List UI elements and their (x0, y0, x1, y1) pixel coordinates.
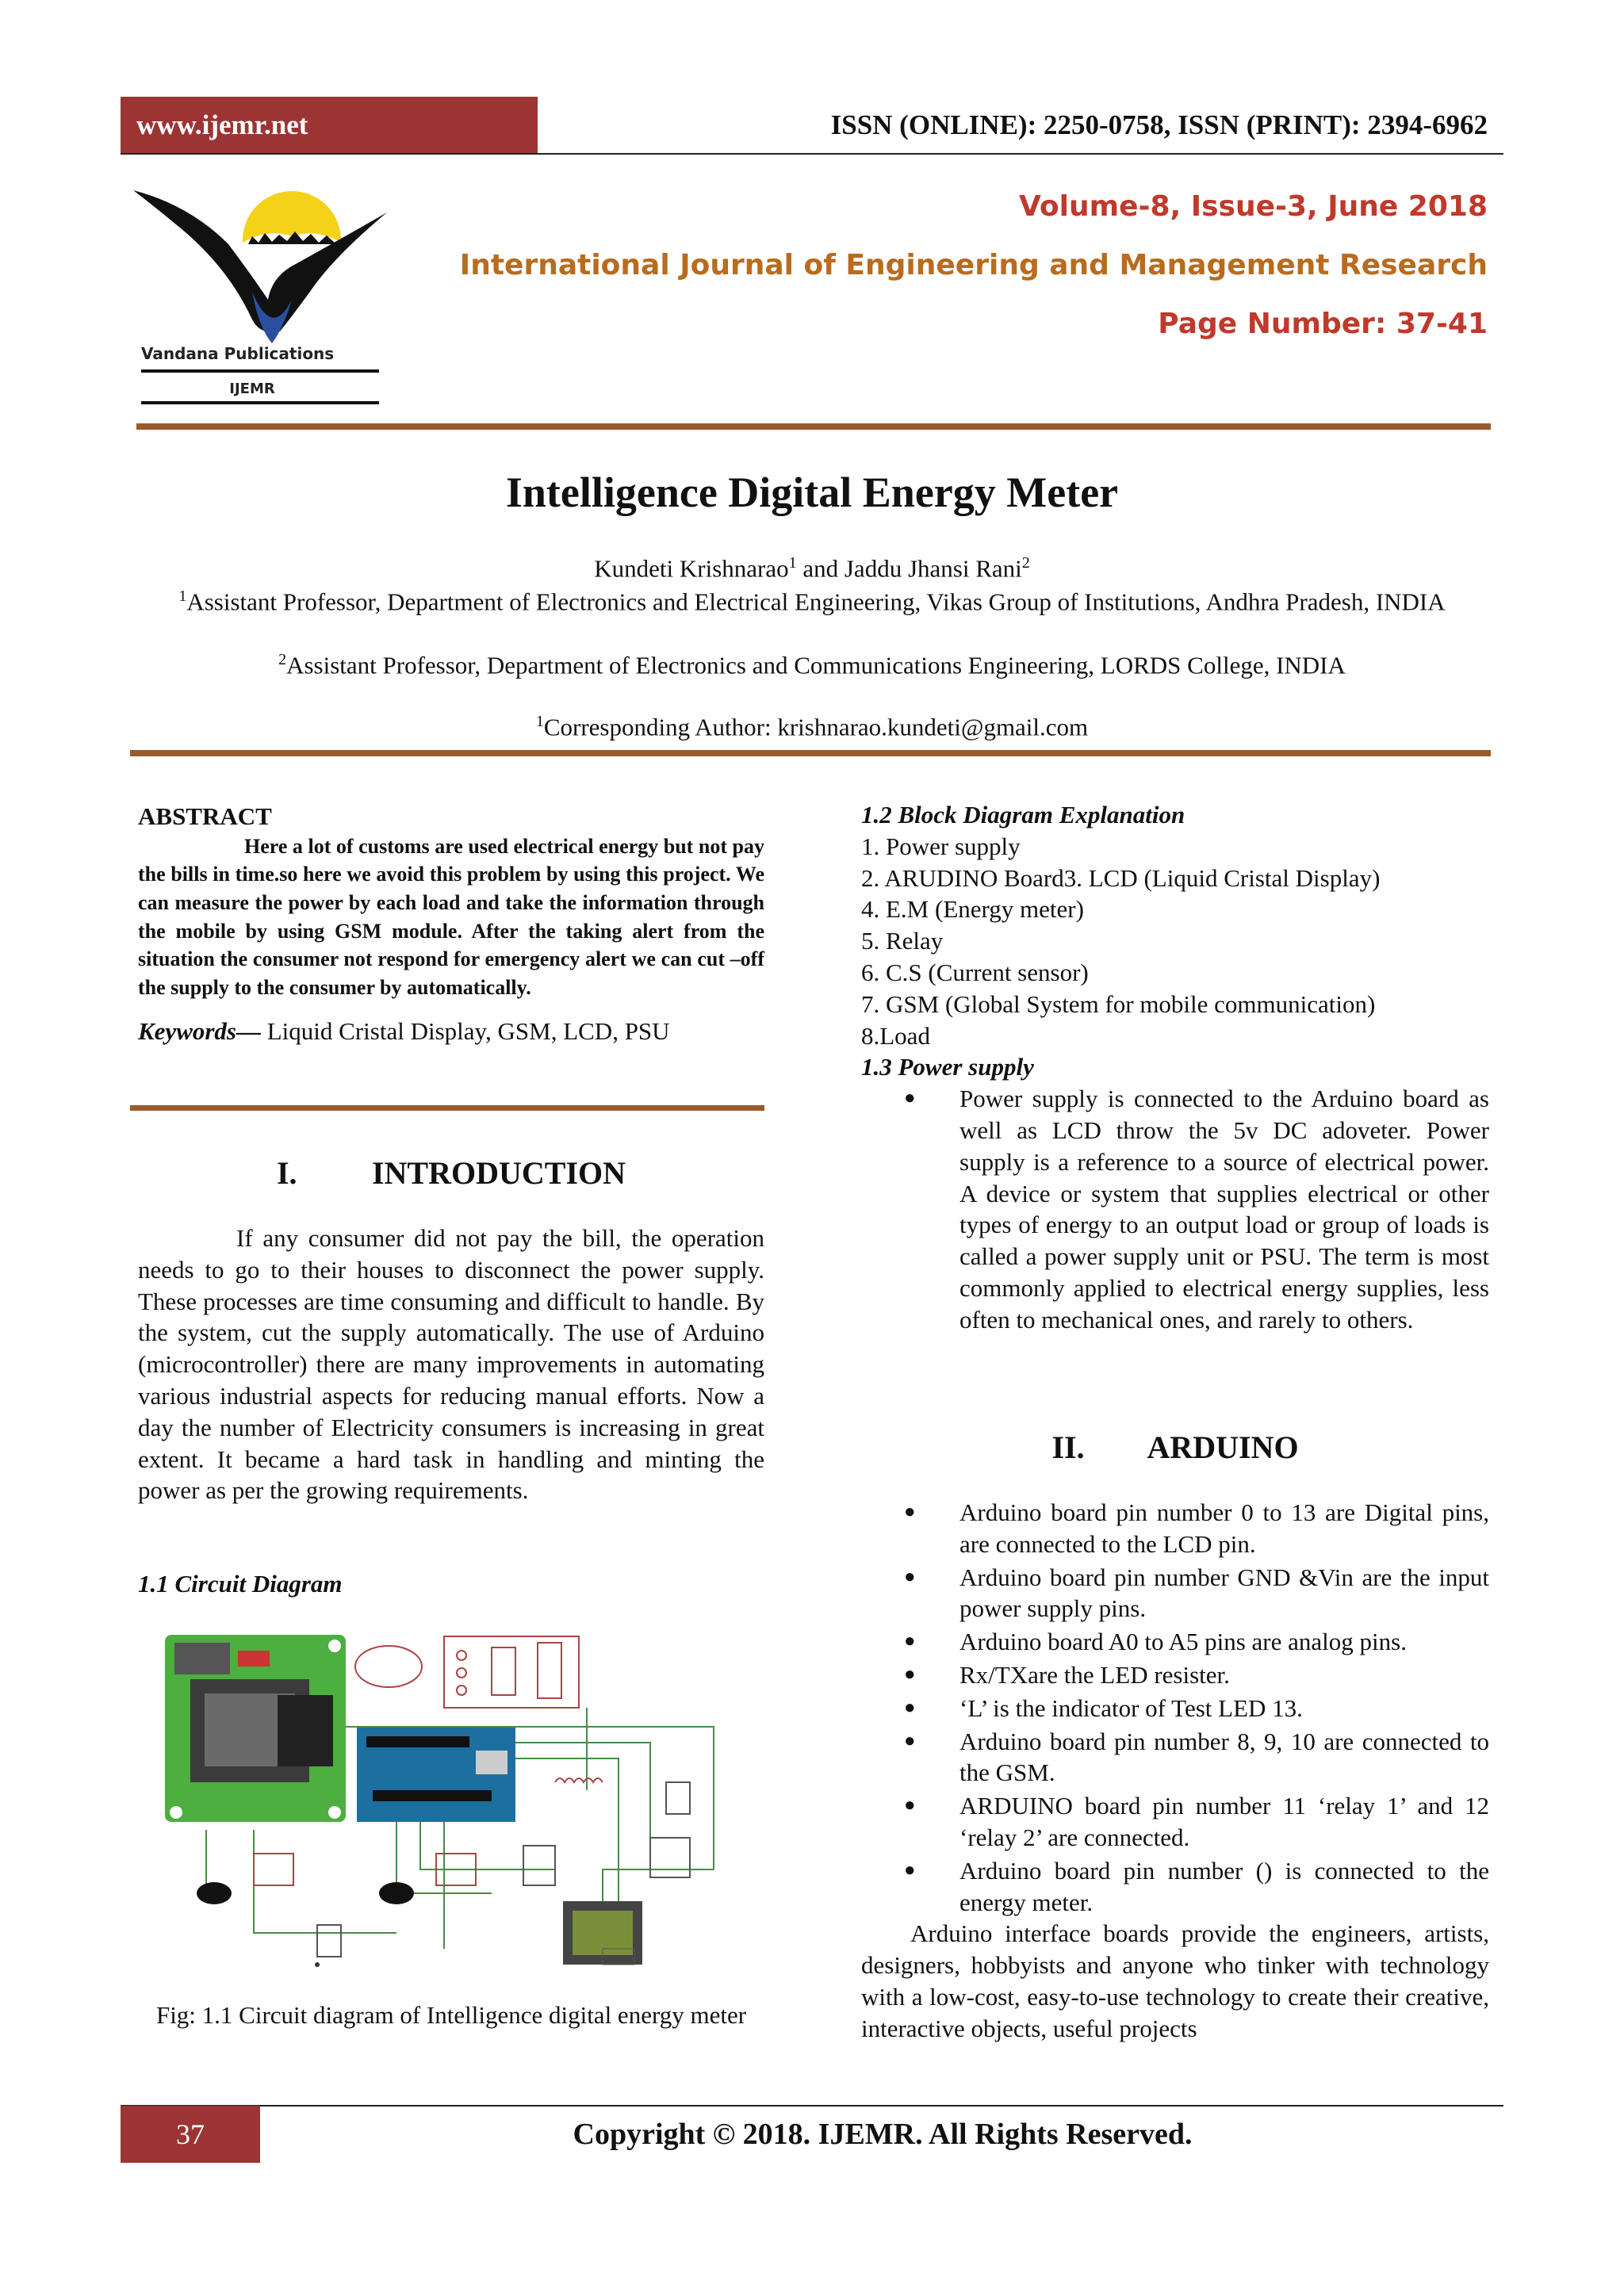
author-2: and Jaddu Jhansi Rani (796, 554, 1022, 583)
section-title: ARDUINO (1147, 1429, 1299, 1465)
journal-name: International Journal of Engineering and Management Research (459, 249, 1488, 281)
figure-caption: Fig: 1.1 Circuit diagram of Intelligence digital energy meter (155, 2001, 747, 2029)
list-item: ● ARDUINO board pin number 11 ‘relay 1’ and 12 ‘relay 2’ are connected. (904, 1792, 1489, 1851)
right-column (861, 799, 1489, 1336)
abstract-text: Here a lot of customs are used electrical energy but not pay the bills in time.so here we avoid this problem by using this project. We can measure the power by each load and take the information through the mobile by using GSM module. After the taking alert from the situation the consumer not respond for emergency alert we can cut –off the supply to the consumer by automatically. (138, 834, 764, 999)
section-number: I. (276, 1155, 297, 1191)
header-thick-rule (136, 423, 1491, 430)
volume-issue: Volume-8, Issue-3, June 2018 (1018, 190, 1488, 223)
author-1: Kundeti Krishnarao (594, 554, 789, 583)
bullet-icon: ● (904, 1631, 916, 1652)
header-rule (121, 153, 1503, 155)
circuit-diagram-heading: 1.1 Circuit Diagram (138, 1570, 343, 1598)
section-introduction-heading (138, 1154, 764, 1192)
power-supply-heading: 1.3 Power supply (861, 1053, 1034, 1081)
bullet-icon: ● (904, 1088, 916, 1109)
circuit-diagram-figure (159, 1632, 736, 1980)
list-item: ● Arduino board pin number 8, 9, 10 are connected to the GSM. (904, 1727, 1489, 1787)
list-item: ● ‘L’ is the indicator of Test LED 13. (861, 1693, 1489, 1724)
block-item: 7. GSM (Global System for mobile communication) (861, 989, 1376, 1018)
bullet-icon: ● (904, 1502, 916, 1522)
authors (111, 547, 1513, 584)
section-number: II. (1051, 1429, 1085, 1465)
arduino-content (861, 1497, 1489, 2045)
intro-paragraph: If any consumer did not pay the bill, the operation needs to go to their houses to disconnect the power supply. These processes are time consuming and difficult to handle. By the system, cut the supply automatically. The use of Arduino (microcontroller) there are many improvements in automating various industrial aspects for reducing manual efforts. Now a day the number of Electricity consumers is increasing in great extent. It became a hard task in handling and minting the power as per the growing requirements. (138, 1224, 764, 1505)
arduino-paragraph: Arduino interface boards provide the engineers, artists, designers, hobbyists and anyone who tinker with technology with a low-cost, easy-to-use technology to create their creative, interactive objects, useful projects (861, 1919, 1489, 2042)
abstract-heading: ABSTRACT (138, 802, 272, 830)
list-item: ● Arduino board A0 to A5 pins are analog pins. (861, 1626, 1489, 1658)
section-title: INTRODUCTION (371, 1155, 626, 1191)
page-numbers: Page Number: 37-41 (1158, 308, 1488, 340)
publisher-logo (133, 181, 395, 411)
block-item: 2. ARUDINO Board3. LCD (Liquid Cristal Display) (861, 863, 1381, 892)
logo-text-publisher: Vandana Publications (141, 344, 335, 363)
bullet-icon: ● (904, 1730, 916, 1751)
list-item: ● Rx/TXare the LED resister. (861, 1659, 1489, 1691)
block-item: 1. Power supply (861, 832, 1021, 860)
author-1-sup: 1 (788, 554, 797, 572)
bullet-icon: ● (904, 1795, 916, 1816)
logo-text-ijemr: IJEMR (229, 381, 275, 397)
keywords-label: Keywords— (138, 1017, 261, 1046)
paper-title: Intelligence Digital Energy Meter (505, 469, 1119, 516)
arduino-list (861, 1497, 1489, 1918)
affiliation-1: $^1$Assistant Professor, Department of Electronics and Electrical Engineering, Vikas Group of Institutions, Andhra Pradesh, INDIA (178, 587, 1446, 616)
page-number: 37 (121, 2106, 260, 2163)
block-diagram-heading: 1.2 Block Diagram Explanation (861, 801, 1185, 828)
block-item: 4. E.M (Energy meter) (861, 895, 1084, 924)
author-2-sup: 2 (1021, 554, 1030, 572)
left-column (138, 801, 764, 1047)
abstract-rule (130, 1105, 764, 1111)
bullet-icon: ● (904, 1697, 916, 1718)
title-thick-rule (130, 750, 1491, 756)
section-arduino-heading (861, 1429, 1489, 1466)
list-item: ● Arduino board pin number () is connected to the energy meter. (904, 1856, 1489, 1916)
issn-line: ISSN (ONLINE): 2250-0758, ISSN (PRINT): 2394-6962 (830, 109, 1488, 140)
bullet-icon: ● (904, 1859, 916, 1881)
block-item: 5. Relay (861, 927, 944, 955)
copyright: Copyright © 2018. IJEMR. All Rights Reserved. (573, 2118, 1193, 2151)
keywords-text: Liquid Cristal Display, GSM, LCD, PSU (261, 1017, 670, 1046)
corresponding-author: $^1$Corresponding Author: krishnarao.kundeti@gmail.com (535, 713, 1089, 741)
keywords (138, 1016, 764, 1047)
bullet-icon: ● (904, 1663, 916, 1685)
block-item: 6. C.S (Current sensor) (861, 958, 1089, 986)
list-item: ● Power supply is connected to the Arduino board as well as LCD throw the 5v DC adoveter. Power supply is a reference to a source of electrical power. A device or system that supplies electrical or other types of energy to an output load or group of loads is called a power supply unit or PSU. The term is most commonly applied to electrical energy supplies, less often to mechanical ones, and rarely to others. (904, 1085, 1489, 1334)
site-url: www.ijemr.net (121, 97, 538, 154)
bullet-icon: ● (904, 1566, 916, 1587)
list-item: ● Arduino board pin number 0 to 13 are Digital pins, are connected to the LCD pin. (904, 1498, 1489, 1558)
block-item: 8.Load (861, 1021, 930, 1050)
list-item: ● Arduino board pin number GND &Vin are the input power supply pins. (904, 1563, 1489, 1623)
power-supply-list (861, 1083, 1489, 1335)
affiliation-2: $^2$Assistant Professor, Department of Electronics and Communications Engineering, LORDS College, INDIA (278, 651, 1346, 679)
